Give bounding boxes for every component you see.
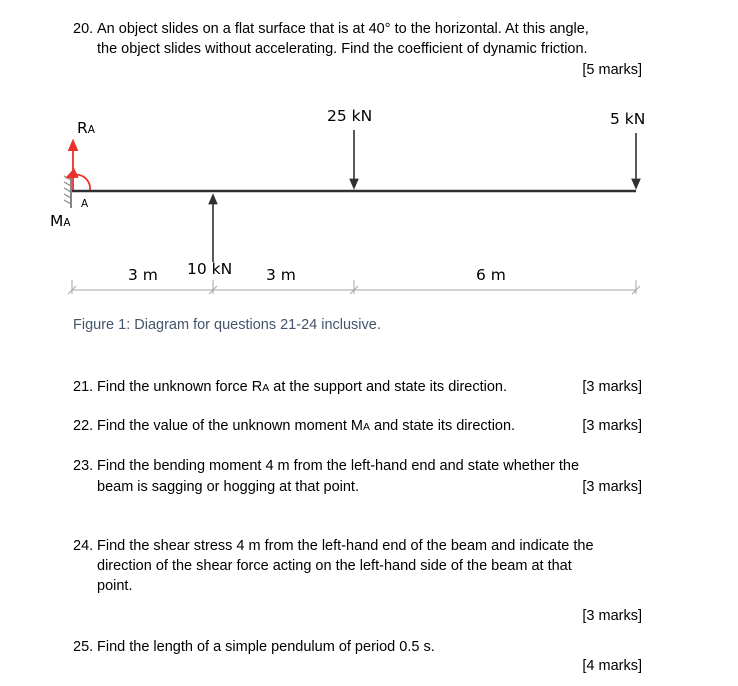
q22-number: 22.	[73, 418, 94, 434]
q23-number: 23.	[73, 458, 94, 474]
ra-label: RA	[77, 119, 95, 137]
q24-number: 24.	[73, 538, 94, 554]
fixed-support	[64, 176, 71, 208]
q24-line-2: direction of the shear force acting on the left-hand side of the beam at that	[97, 558, 572, 574]
beam-diagram	[0, 0, 738, 330]
q22-text: Find the value of the unknown moment MA and state its direction.	[97, 418, 516, 434]
q25-marks: [4 marks]	[582, 658, 642, 674]
q24-line-3: point.	[97, 578, 133, 594]
load-10kn-label: 10 kN	[187, 260, 233, 278]
dim-3m-right-label: 3 m	[266, 266, 296, 284]
q20-number: 20.	[73, 21, 94, 37]
q21-marks: [3 marks]	[582, 379, 642, 395]
q25-text: Find the length of a simple pendulum of period 0.5 s.	[97, 639, 435, 655]
q21-number: 21.	[73, 379, 94, 395]
q22-marks: [3 marks]	[582, 418, 642, 434]
load-5kn-label: 5 kN	[610, 110, 646, 128]
ma-label: MA	[50, 212, 71, 230]
q23-line-2: beam is sagging or hogging at that point.	[97, 479, 359, 495]
dim-6m-label: 6 m	[476, 266, 506, 284]
q20-marks: [5 marks]	[582, 62, 642, 78]
figure-caption: Figure 1: Diagram for questions 21-24 inclusive.	[73, 317, 381, 333]
q24-line-1: Find the shear stress 4 m from the left-hand end of the beam and indicate the	[97, 538, 594, 554]
q20-line-2: the object slides without accelerating. Find the coefficient of dynamic friction.	[97, 41, 588, 57]
load-25kn-label: 25 kN	[327, 107, 373, 125]
q24-marks: [3 marks]	[582, 608, 642, 624]
q20-line-1: An object slides on a flat surface that is at 40° to the horizontal. At this angle,	[97, 21, 589, 37]
q21-text: Find the unknown force RA at the support and state its direction.	[97, 379, 508, 395]
dim-3m-left-label: 3 m	[128, 266, 158, 284]
q23-line-1: Find the bending moment 4 m from the left-hand end and state whether the	[97, 458, 580, 474]
support-point-label: A	[81, 198, 89, 210]
q23-marks: [3 marks]	[582, 479, 642, 495]
q25-number: 25.	[73, 639, 94, 655]
